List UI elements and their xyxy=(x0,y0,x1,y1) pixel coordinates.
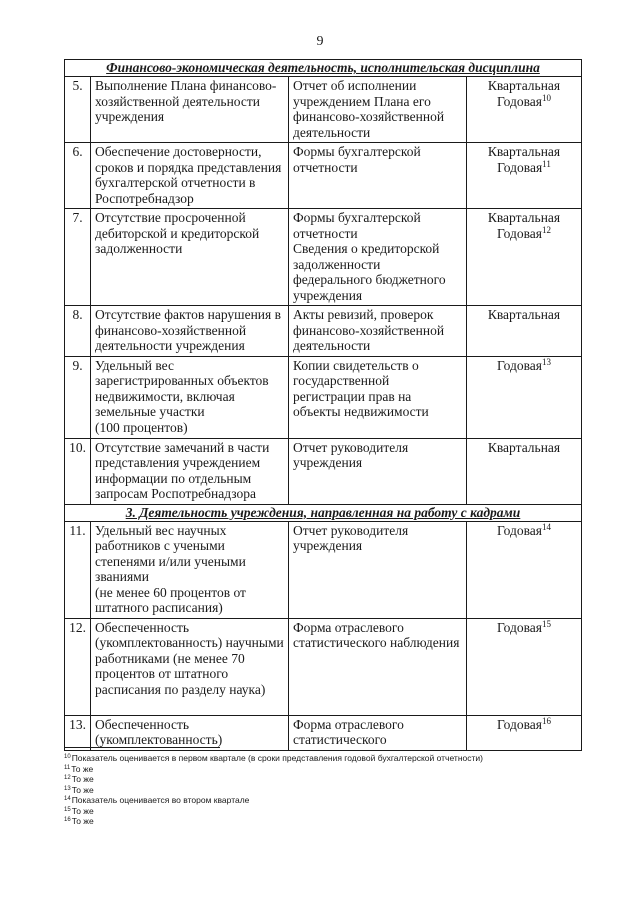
indicators-table xyxy=(64,59,582,751)
section-header-staff xyxy=(65,504,582,521)
footnote xyxy=(64,795,604,806)
period-text: Годовая xyxy=(497,357,542,373)
period-cell xyxy=(467,143,582,209)
source-cell: Формы бухгалтерской отчетности Сведения о кредиторской задолженности федерального бюджетного учреждения xyxy=(289,209,467,306)
footnote-mark: 16 xyxy=(64,817,71,823)
indicator-cell: Обеспечение достоверности, сроков и порядка представления бухгалтерской отчетности в Роспотребнадзор xyxy=(91,143,289,209)
period-text: Квартальная xyxy=(487,307,561,322)
footnote xyxy=(64,764,604,775)
page-number: 9 xyxy=(316,34,324,49)
footnote-mark: 14 xyxy=(64,796,71,802)
indicator-cell: Выполнение Плана финансово-хозяйственной деятельности учреждения xyxy=(91,77,289,143)
footnote-mark: 12 xyxy=(64,775,71,781)
row-number: 12. xyxy=(65,618,91,715)
footnote-mark: 15 xyxy=(64,806,71,813)
table-row xyxy=(65,618,582,715)
period-cell xyxy=(467,521,582,618)
footnote-mark: 13 xyxy=(64,785,71,792)
table-row xyxy=(65,209,582,306)
period-text: Годовая xyxy=(497,522,542,538)
table-row xyxy=(65,715,582,750)
row-number: 9. xyxy=(65,356,91,438)
indicator-cell: Отсутствие фактов нарушения в финансово-хозяйственной деятельности учреждения xyxy=(91,306,289,357)
period-cell xyxy=(467,618,582,715)
row-number: 6. xyxy=(65,143,91,209)
table-row xyxy=(65,306,582,357)
period-text: Годовая xyxy=(497,716,542,732)
row-number: 11. xyxy=(65,521,91,618)
footnote-text: То же xyxy=(71,763,94,774)
footnote-ref: 10 xyxy=(542,92,551,103)
footnote xyxy=(64,806,604,817)
table-row xyxy=(65,521,582,618)
row-number: 5. xyxy=(65,77,91,143)
source-cell: Акты ревизий, проверок финансово-хозяйственной деятельности xyxy=(289,306,467,357)
footnote-text: То же xyxy=(71,784,94,795)
footnote-ref: 15 xyxy=(542,618,551,629)
row-number: 13. xyxy=(65,715,91,750)
source-cell: Копии свидетельств о государственной регистрации прав на объекты недвижимости xyxy=(289,356,467,438)
table-row xyxy=(65,356,582,438)
footnote xyxy=(64,753,604,764)
section-title: Финансово-экономическая деятельность, исполнительская дисциплина xyxy=(106,60,540,75)
footnote xyxy=(64,774,604,785)
footnote-text: То же xyxy=(71,774,94,784)
footnote-text: Показатель оценивается в первом квартале (в сроки представления годовой бухгалтерской отчетности) xyxy=(71,753,483,763)
source-cell: Отчет руководителя учреждения xyxy=(289,438,467,504)
period-text: Квартальная xyxy=(487,439,561,455)
table-row xyxy=(65,438,582,504)
period-cell xyxy=(467,77,582,143)
row-number: 8. xyxy=(65,306,91,357)
source-cell: Форма отраслевого статистического наблюдения xyxy=(289,618,467,715)
footnote-mark: 10 xyxy=(64,754,71,760)
footnote-text: Показатель оценивается во втором квартале xyxy=(71,795,250,805)
footnotes xyxy=(64,753,604,827)
period-text: Квартальная Годовая xyxy=(487,78,561,109)
indicator-cell: Удельный вес научных работников с учеными степенями и/или учеными званиями (не менее 60 процентов от штатного расписания) xyxy=(91,521,289,618)
period-text: Квартальная Годовая xyxy=(487,210,561,241)
indicator-cell: Обеспеченность (укомплектованность) xyxy=(91,715,289,750)
footnote-ref: 11 xyxy=(542,158,551,169)
footnote-text: То же xyxy=(71,816,94,826)
period-text: Квартальная Годовая xyxy=(487,144,561,175)
period-cell xyxy=(467,715,582,750)
section-title: 3. Деятельность учреждения, направленная на работу с кадрами xyxy=(125,504,521,520)
footnote-separator xyxy=(64,747,220,748)
footnote-ref: 14 xyxy=(542,521,551,532)
indicator-cell: Удельный вес зарегистрированных объектов недвижимости, включая земельные участки (100 процентов) xyxy=(91,356,289,438)
indicator-cell: Обеспеченность (укомплектованность) научными работниками (не менее 70 процентов от штатного расписания по разделу наука) xyxy=(91,618,289,715)
footnote-ref: 16 xyxy=(542,715,551,726)
section-header-finance xyxy=(65,60,582,77)
footnote-ref: 12 xyxy=(542,224,551,235)
indicator-cell: Отсутствие замечаний в части представления учреждением информации по отдельным запросам Роспотребнадзора xyxy=(91,438,289,504)
footnote xyxy=(64,816,604,827)
period-cell xyxy=(467,356,582,438)
source-cell: Формы бухгалтерской отчетности xyxy=(289,143,467,209)
source-cell: Форма отраслевого статистического xyxy=(289,715,467,750)
footnote-text: То же xyxy=(71,805,94,816)
source-cell: Отчет руководителя учреждения xyxy=(289,521,467,618)
table-row xyxy=(65,77,582,143)
row-number: 10. xyxy=(65,438,91,504)
footnote-ref: 13 xyxy=(542,356,551,367)
indicator-cell: Отсутствие просроченной дебиторской и кредиторской задолженности xyxy=(91,209,289,306)
footnote-mark: 11 xyxy=(64,764,71,771)
source-cell: Отчет об исполнении учреждением Плана его финансово-хозяйственной деятельности xyxy=(289,77,467,143)
period-cell xyxy=(467,438,582,504)
table-row xyxy=(65,143,582,209)
period-text: Годовая xyxy=(497,619,542,635)
footnote xyxy=(64,785,604,796)
row-number: 7. xyxy=(65,209,91,306)
period-cell xyxy=(467,209,582,306)
period-cell xyxy=(467,306,582,357)
